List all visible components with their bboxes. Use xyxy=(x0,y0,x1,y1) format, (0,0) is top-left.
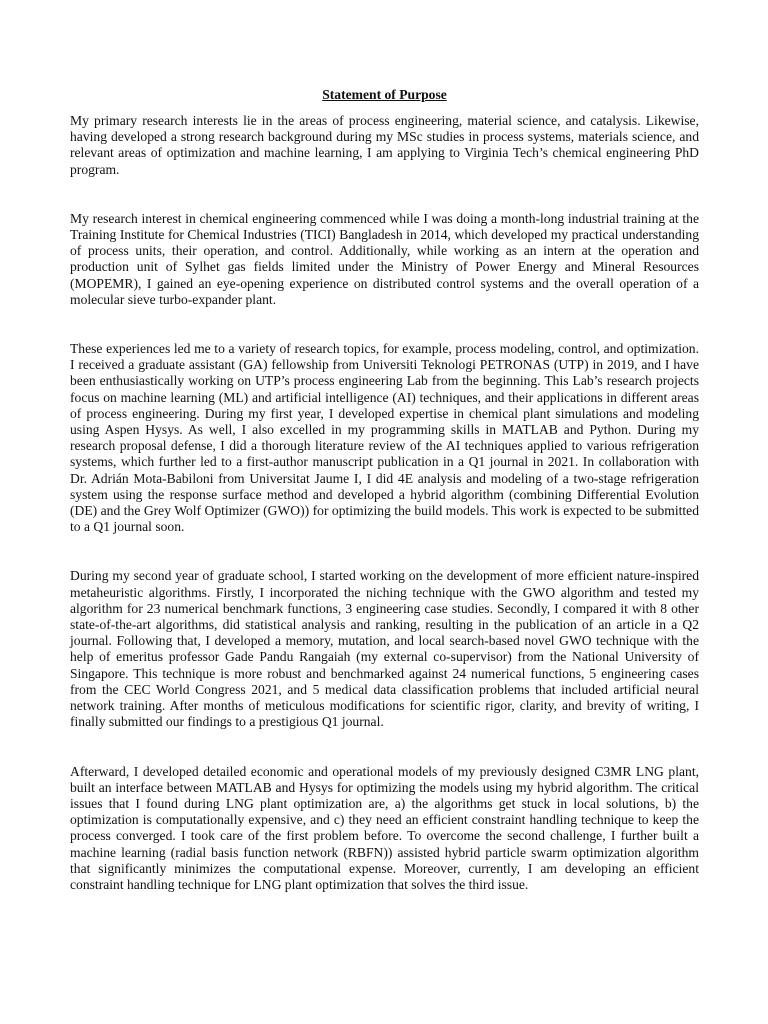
paragraph-lng-plant-optimization: Afterward, I developed detailed economic and operational models of my previously designed C3MR LNG plant, built an interface between MATLAB and Hysys for optimizing the models using my hybrid algorithm. The critical issues that I found during LNG plant optimization are, a) the algorithms get stuck in local solutions, b) the optimization is computationally expensive, and c) they need an efficient constraint handling technique to keep the process converged. I took care of the first problem before. To overcome the second challenge, I further built a machine learning (radial basis function network (RBFN)) assisted hybrid particle swarm optimization algorithm that significantly minimizes the computational expense. Moreover, currently, I am developing an efficient constraint handling technique for LNG plant optimization that solves the third issue. xyxy=(70,763,699,892)
document-title: Statement of Purpose xyxy=(322,87,447,102)
document-page xyxy=(70,86,699,893)
paragraph-research-interests: My primary research interests lie in the areas of process engineering, material science, and catalysis. Likewise, having developed a strong research background during my MSc studies in process systems, materials science, and relevant areas of optimization and machine learning, I am applying to Virginia Tech’s chemical engineering PhD program. xyxy=(70,113,699,177)
paragraph-industrial-training: My research interest in chemical engineering commenced while I was doing a month-long industrial training at the Training Institute for Chemical Industries (TICI) Bangladesh in 2014, which developed my practical understanding of process units, their operation, and control. Additionally, while working as an intern at the operation and production unit of Sylhet gas fields limited under the Ministry of Power Energy and Mineral Resources (MOPEMR), I gained an eye-opening experience on distributed control systems and the overall operation of a molecular sieve turbo-expander plant. xyxy=(70,210,699,307)
paragraph-metaheuristic-algorithms: During my second year of graduate school, I started working on the development of more efficient nature-inspired metaheuristic algorithms. Firstly, I incorporated the niching technique with the GWO algorithm and tested my algorithm for 23 numerical benchmark functions, 3 engineering case studies. Secondly, I compared it with 8 other state-of-the-art algorithms, did statistical analysis and ranking, resulting in the publication of an article in a Q2 journal. Following that, I developed a memory, mutation, and local search-based novel GWO technique with the help of emeritus professor Gade Pandu Rangaiah (my external co-supervisor) from the National University of Singapore. This technique is more robust and benchmarked against 24 numerical functions, 5 engineering cases from the CEC World Congress 2021, and 5 medical data classification problems that included artificial neural network training. After months of meticulous modifications for scientific rigor, clarity, and brevity of writing, I finally submitted our findings to a prestigious Q1 journal. xyxy=(70,568,699,730)
paragraph-graduate-research: These experiences led me to a variety of research topics, for example, process modeling, control, and optimization. I received a graduate assistant (GA) fellowship from Universiti Teknologi PETRONAS (UTP) in 2019, and I have been enthusiastically working on UTP’s process engineering Lab from the beginning. This Lab’s research projects focus on machine learning (ML) and artificial intelligence (AI) techniques, and their applications in different areas of process engineering. During my first year, I developed expertise in chemical plant simulations and modeling using Aspen Hysys. As well, I also excelled in my programming skills in MATLAB and Python. During my research proposal defense, I did a thorough literature review of the AI techniques applied to various refrigeration systems, which further led to a first-author manuscript publication in a Q1 journal in 2021. In collaboration with Dr. Adrián Mota-Babiloni from Universitat Jaume I, I did 4E analysis and modeling of a two-stage refrigeration system using the response surface method and developed a hybrid algorithm (combining Differential Evolution (DE) and the Grey Wolf Optimizer (GWO)) for optimizing the build models. This work is expected to be submitted to a Q1 journal soon. xyxy=(70,341,699,535)
